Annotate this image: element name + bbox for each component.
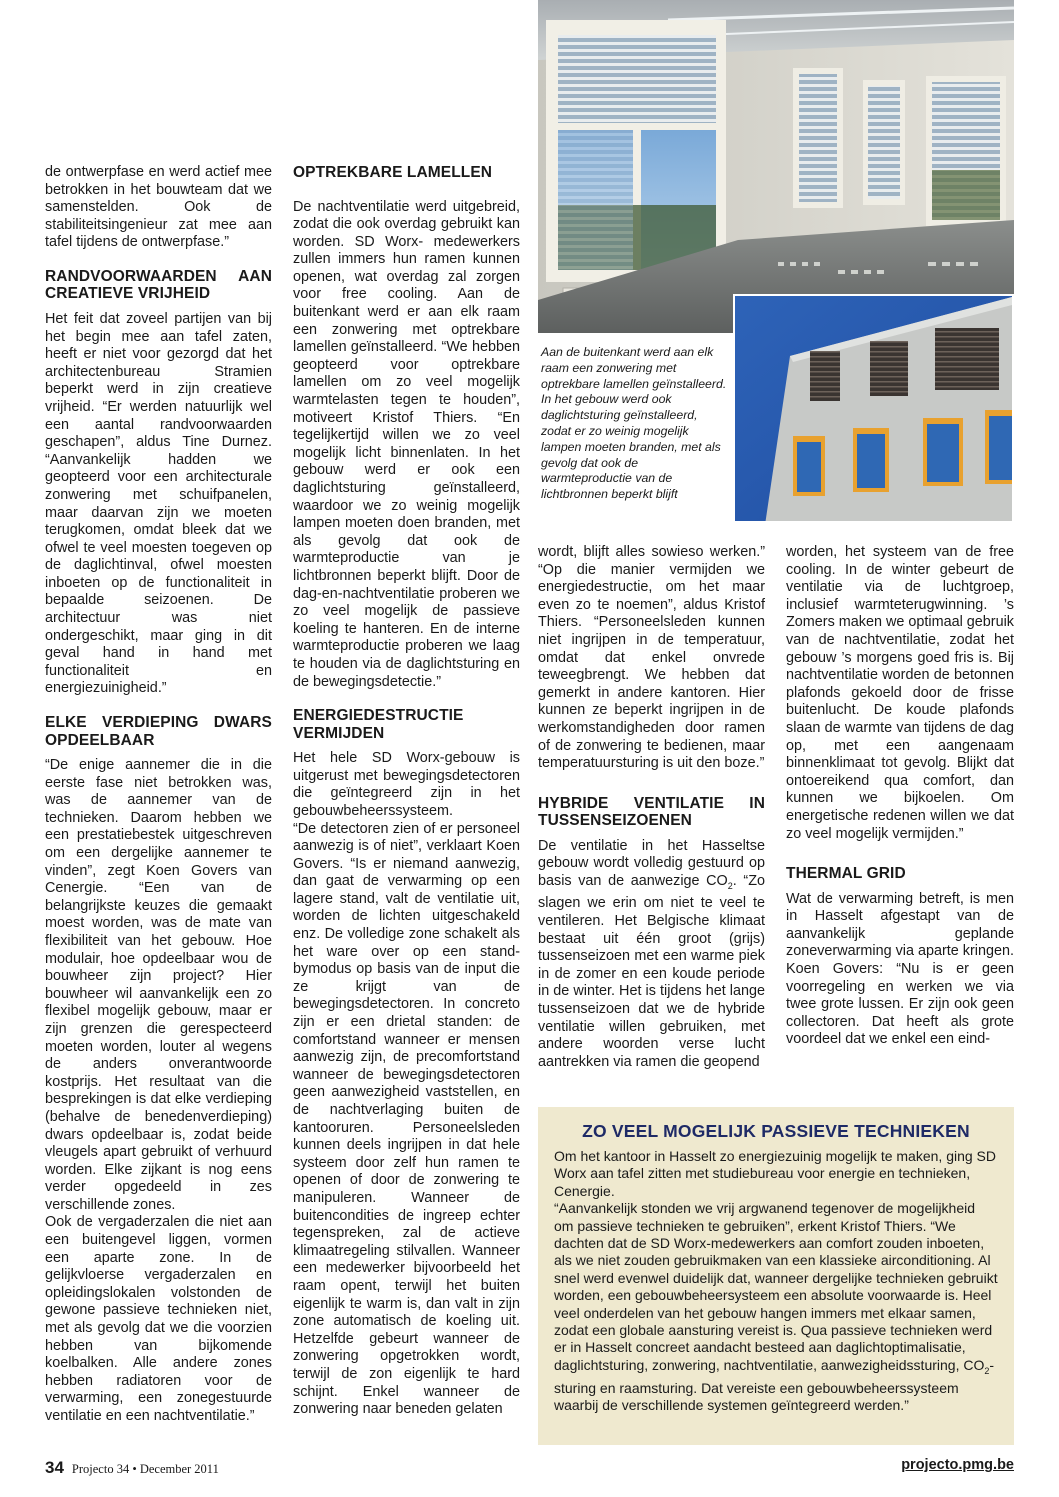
paragraph: De nachtventilatie werd uitgebreid, zodat die ook overdag gebruikt kan worden. SD Worx- medewerkers zullen immers hun ramen kunnen openen, wat overdag zal zorgen voor free cooling. Aan de buitenkant werd er aan elk raam een zonwering met optrekbare lamellen geïnstalleerd. “We hebben geopteerd voor optrekbare lamellen om zo veel mogelijk warmtelasten tegen te houden”, motiveert Kristof Thiers. “En tegelijkertijd willen we zo veel mogelijk licht binnenlaten. In het gebouw werd er ook een daglichtsturing geïnstalleerd, waardoor we zo weinig mogelijk lampen moeten doen branden, met als gevolg dat ook de warmteproductie van je lichtbronnen beperkt blijft. Door de dag-en-nachtventilatie proberen we zo veel mogelijk de passieve koeling te hanteren. En de interne warmteproductie proberen we laag te houden via de daglichtsturing en de bewegingsdetectie.” bbox=[293, 198, 520, 690]
heading-randvoorwaarden: RANDVOORWAARDEN AAN CREATIEVE VRIJHEID bbox=[45, 267, 272, 303]
paragraph: wordt, blijft alles sowieso werken.” “Op die manier vermijden we energiedestructie, om het maar even zo te noemen”, aldus Kristof Thiers. “Personeelsleden kunnen niet ingrijpen in de temperatuur, omdat dat enkel onvrede teweegbrengt. We hebben dat gemerkt in andere kantoren. Hier kunnen ze beperkt ingrijpen in de werkomstandigheden door ramen of de zonwering te bedienen, maar temperatuursturing is uit den boze.” bbox=[538, 544, 765, 772]
heading-hybride-ventilatie: HYBRIDE VENTILATIE IN TUSSENSEIZOENEN bbox=[538, 794, 765, 830]
paragraph: Om het kantoor in Hasselt zo energiezuinig mogelijk te maken, ging SD Worx aan tafel zitten met studiebureau voor energie en technieken, Cenergie. bbox=[554, 1148, 996, 1199]
heading-optrekbare-lamellen: OPTREKBARE LAMELLEN bbox=[293, 164, 493, 181]
paragraph: Wat de verwarming betreft, is men in Hasselt afgestapt van de aanvankelijk geplande zoneverwarming via aparte kringen. Koen Govers: “Nu is er geen voorregeling en werken we via twee grote lussen. Er zijn ook geen collectoren. Dat heeft als grote voordeel dat we enkel een eind- bbox=[786, 890, 1014, 1048]
sidebar-title: ZO VEEL MOGELIJK PASSIEVE TECHNIEKEN bbox=[582, 1121, 970, 1141]
heading-elke-verdieping: ELKE VERDIEPING DWARS OPDEELBAAR bbox=[45, 714, 272, 749]
column-1 bbox=[45, 164, 272, 1426]
footer-url-link[interactable]: projecto.pmg.be bbox=[901, 1457, 1014, 1473]
sidebar-box bbox=[538, 1107, 1014, 1445]
sidebar-text bbox=[554, 1148, 998, 1415]
paragraph: de ontwerpfase en werd actief mee betrokken in het bouwteam dat we samenstelden. Ook de stabiliteitsingenieur zat mee aan tafel tijdens de ontwerpfase.” bbox=[45, 164, 272, 251]
heading-energiedestructie: ENERGIEDESTRUCTIE VERMIJDEN bbox=[293, 707, 464, 742]
heading-thermal-grid: THERMAL GRID bbox=[786, 865, 906, 883]
page-number: 34 bbox=[45, 1458, 64, 1477]
office-interior-photo bbox=[538, 0, 1014, 333]
photo-caption: Aan de buitenkant werd aan elk raam een zonwering met optrekbare lamellen geïnstalleerd. In het gebouw werd ook daglichtsturing geïnstalleerd, zodat er zo weinig mogelijk lampen moeten branden, met als gevolg dat ook de warmteproductie van de lichtbronnen beperkt blijft bbox=[541, 345, 727, 502]
paragraph: worden, het systeem van de free cooling. In de winter gebeurt de ventilatie via de luchtgroep, inclusief warmteterugwinning. ’s Zomers maken we optimaal gebruik van de nachtventilatie, zodat het gebouw ’s morgens goed fris is. Bij nachtventilatie worden de betonnen plafonds gekoeld door de frisse buitenlucht. De koude plafonds slaan de warmte van tijdens de dag op, met een aangenaam binnenklimaat tot gevolg. Blijkt dat ontoereikend qua comfort, dan kunnen we bijkoelen. Om energetische redenen willen we dat zo veel mogelijk vermijden.” bbox=[786, 544, 1014, 842]
building-facade-photo bbox=[733, 294, 1014, 523]
paragraph: “Aanvankelijk stonden we vrij argwanend tegenover de mogelijkheid om passieve technieken te gebruiken”, erkent Kristof Thiers. “We dachten dat de SD Worx-medewerkers aan comfort zouden inboeten, als we niet zouden gebruikmaken van een klassieke airconditioning. Al snel werd evenwel duidelijk dat, wanneer dergelijke technieken gebruikt worden, een gebouwbeheersysteem een absolute voorwaarde is. Heel veel onderdelen van het gebouw hangen immers met elkaar samen, zodat een globale aansturing vereist is. Qua passieve technieken werd er in Hasselt concreet aandacht besteed aan daglichtoptimalisatie, daglichtsturing, zonwering, nachtventilatie, aanwezigheidssturing, $CO_2$-sturing en raamsturing. Dat vereiste een gebouwbeheerssysteem waarbij de verschillende systemen geïntegreerd werden.” bbox=[554, 1200, 998, 1414]
column-2 bbox=[293, 164, 520, 1419]
column-4 bbox=[786, 544, 1014, 1049]
paragraph: Het feit dat zoveel partijen van bij het begin mee aan tafel zaten, heeft er niet voor gezorgd dat het architectenbureau Stramien beperkt werd in zijn creatieve vrijheid. “Er werden natuurlijk wel een aantal randvoorwaarden geschapen”, aldus Tine Durnez. “Aanvankelijk hadden we geopteerd voor een architecturale zonwering met schuifpanelen, maar daarvan zijn we moeten terugkomen, omdat bleek dat we ofwel te veel moesten toegeven op de daglichtinval, ofwel moesten inboeten op de functionaliteit in bepaalde seizoenen. De architectuur was niet ondergeschikt, maar ging in dit geval hand in hand met functionaliteit en energiezuinigheid.” bbox=[45, 310, 272, 697]
paragraph: “De enige aannemer die in die eerste fase niet betrokken was, was de aannemer van de technieken. Daarom hebben we een prestatiebestek uitgeschreven om een dergelijke aannemer te vinden”, zegt Koen Govers van Cenergie. “Een van de belangrijkste keuzes die gemaakt moest worden, was de mate van flexibiliteit van het gebouw. Hoe modulair, hoe opdeelbaar wou de bouwheer zijn project? Hier bouwheer wil aanvankelijk een zo flexibel mogelijk gebouw, maar er zijn grenzen die gerespecteerd moeten worden, louter al wegens de anders onverantwoorde kostprijs. Het resultaat van die besprekingen is dat elke verdieping (behalve de benedenverdieping) dwars opdeelbaar is, zodat beide vleugels apart gebruikt of verhuurd worden. Elke zijkant is nog eens verder opgedeeld in zes verschillende zones. bbox=[45, 757, 272, 1213]
issue-label: Projecto 34 • December 2011 bbox=[71, 1462, 219, 1476]
footer-page-info bbox=[45, 1458, 219, 1478]
paragraph: “De detectoren zien of er personeel aanwezig is of niet”, verklaart Koen Govers. “Is er niemand aanwezig, dan gaat de verwarming op een lagere stand, valt de ventilatie uit, worden de lichten uitgeschakeld enz. De volledige zone schakelt als het ware over op een stand-bymodus op basis van de input die ze krijgt van de bewegingsdetectoren. In concreto zijn er een drietal standen: de comfortstand wanneer er mensen aanwezig zijn, de precomfortstand wanneer de bewegingsdetectoren geen aanwezigheid vaststellen, en de nachtverlaging buiten de kantooruren. Personeelsleden kunnen deels ingrijpen in dat hele systeem door zelf hun ramen te openen of door de zonwering te manipuleren. Wanneer de buitencondities de ingreep echter tegenspreken, zal de actieve klimaatregeling stilvallen. Wanneer een medewerker bijvoorbeeld het raam opent, terwijl het buiten eigenlijk te warm is, dan valt in zijn zone automatisch de koeling uit. Hetzelfde gebeurt wanneer de zonwering opgetrokken wordt, terwijl de zon eigenlijk te hard schijnt. Enkel wanneer de zonwering naar beneden gelaten bbox=[293, 820, 520, 1418]
column-3 bbox=[538, 544, 765, 1071]
paragraph: Ook de vergaderzalen die niet aan een buitengevel liggen, vormen een aparte zone. In de gelijkvloerse vergaderzalen en opleidingslokalen volstonden de gewone passieve technieken niet, met als gevolg dat we die voorzien hebben van bijkomende koelbalken. Alle andere zones hebben radiatoren voor de verwarming, een zonegestuurde ventilatie en een nachtventilatie.” bbox=[45, 1214, 272, 1424]
paragraph: Het hele SD Worx-gebouw is uitgerust met bewegingsdetectoren die geïntegreerd zijn in het gebouwbeheerssysteem. bbox=[293, 750, 520, 819]
paragraph: De ventilatie in het Hasseltse gebouw wordt volledig gestuurd op basis van de aanwezige $CO_2$. “Zo slagen we erin om niet te veel te ventileren. Het Belgische klimaat bestaat uit één groot (grijs) tussenseizoen met een warme piek in de zomer en een koude periode in de winter. Het is tijdens het lange tussenseizoen dat we de hybride ventilatie willen gebruiken, met andere woorden verse lucht aantrekken via ramen die geopend bbox=[538, 837, 765, 1070]
